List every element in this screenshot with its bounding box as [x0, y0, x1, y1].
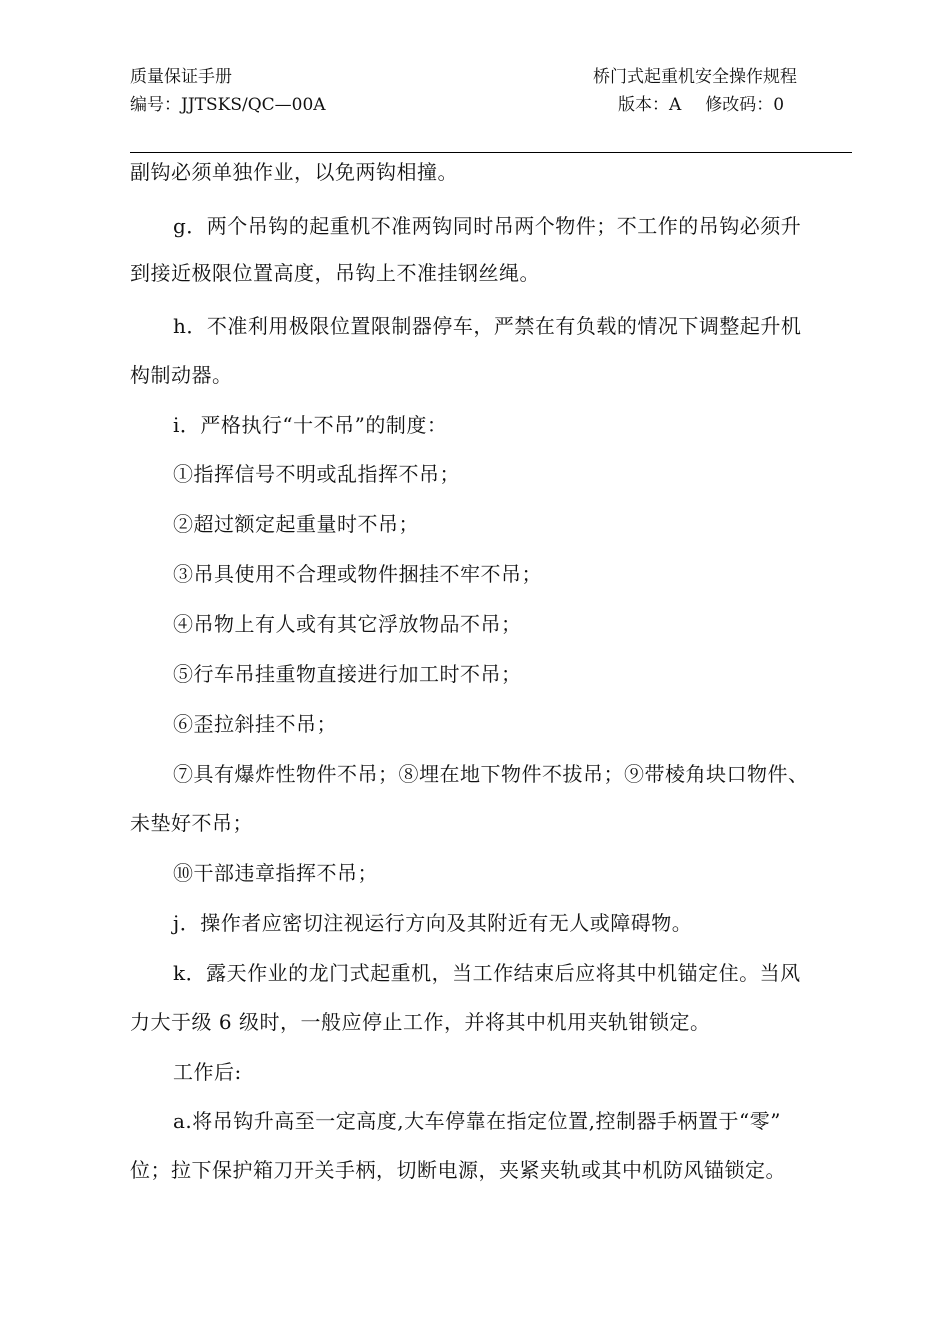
list-item: 未垫好不吊；: [130, 811, 253, 835]
version-info: [618, 94, 784, 116]
paragraph-line: g．两个吊钩的起重机不准两钩同时吊两个物件；不工作的吊钩必须升: [173, 214, 802, 238]
paragraph-line: 副钩必须单独作业，以免两钩相撞。: [130, 160, 458, 184]
document-code: 编号：JJTSKS/QC—00A: [130, 95, 326, 115]
paragraph-line: j．操作者应密切注视运行方向及其附近有无人或障碍物。: [173, 911, 693, 935]
list-item: ⑤行车吊挂重物直接进行加工时不吊；: [173, 662, 522, 686]
version-label: 版本：A: [618, 95, 682, 115]
list-item: ④吊物上有人或有其它浮放物品不吊；: [173, 612, 522, 636]
list-item: ⑥歪拉斜挂不吊；: [173, 712, 337, 736]
paragraph-line: k．露天作业的龙门式起重机，当工作结束后应将其中机锚定住。当风: [173, 961, 801, 985]
paragraph-line: h．不准利用极限位置限制器停车，严禁在有负载的情况下调整起升机: [173, 314, 802, 338]
list-item: ②超过额定起重量时不吊；: [173, 512, 419, 536]
header-divider: [130, 152, 852, 153]
procedure-title: 桥门式起重机安全操作规程: [593, 67, 797, 87]
list-item: ①指挥信号不明或乱指挥不吊；: [173, 462, 460, 486]
revision-label: 修改码：0: [705, 95, 785, 115]
paragraph-line: a.将吊钩升高至一定高度,大车停靠在指定位置,控制器手柄置于“零”: [173, 1109, 781, 1133]
paragraph-line: 构制动器。: [130, 363, 233, 387]
section-heading: 工作后:: [173, 1060, 242, 1084]
list-item: ③吊具使用不合理或物件捆挂不牢不吊；: [173, 562, 542, 586]
manual-title: 质量保证手册: [130, 67, 232, 87]
paragraph-line: i．严格执行“十不吊”的制度：: [173, 413, 448, 437]
page-header: [130, 66, 852, 156]
list-item: ⑦具有爆炸性物件不吊；⑧埋在地下物件不拔吊；⑨带棱角块口物件、: [173, 762, 809, 786]
list-item: ⑩干部违章指挥不吊；: [173, 861, 378, 885]
paragraph-line: 到接近极限位置高度，吊钩上不准挂钢丝绳。: [130, 261, 540, 285]
paragraph-line: 位；拉下保护箱刀开关手柄，切断电源，夹紧夹轨或其中机防风锚锁定。: [130, 1158, 786, 1182]
paragraph-line: 力大于级 6 级时，一般应停止工作，并将其中机用夹轨钳锁定。: [130, 1010, 711, 1034]
